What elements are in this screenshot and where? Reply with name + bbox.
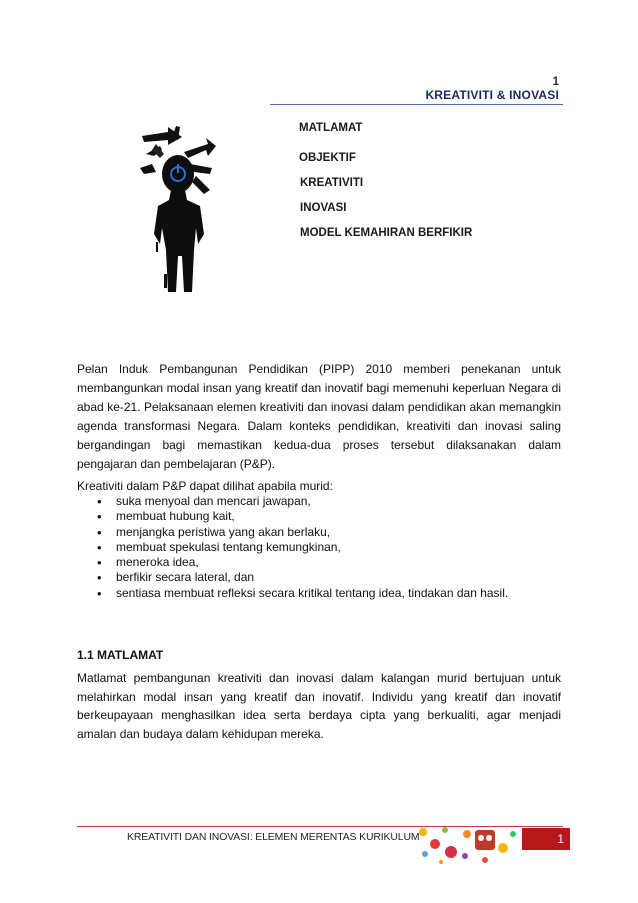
criteria-list bbox=[94, 494, 508, 601]
page-number-header: 1 bbox=[552, 76, 559, 88]
list-item: • menjangka peristiwa yang akan berlaku, bbox=[94, 525, 508, 540]
list-item: • meneroka idea, bbox=[94, 555, 508, 570]
list-item: • membuat hubung kait, bbox=[94, 509, 508, 524]
section-heading: 1.1 MATLAMAT bbox=[77, 648, 164, 662]
footer-title: KREATIVITI DAN INOVASI: ELEMEN MERENTAS KURIKULUM bbox=[127, 832, 420, 843]
list-lead: Kreativiti dalam P&P dapat dilihat apabila murid: bbox=[77, 479, 333, 493]
silhouette-head-arrows-power-icon bbox=[138, 124, 218, 292]
intro-paragraph: Pelan Induk Pembangunan Pendidikan (PIPP) 2010 memberi penekanan untuk membangunkan modal insan yang kreatif dan inovatif bagi memenuhi keperluan Negara di abad ke-21. Pelaksanaan elemen kreativiti dan inovasi dalam pendidikan akan memangkin agenda transformasi Negara. Dalam konteks pendidikan, kreativiti dan inovasi saling bergandingan bagi memastikan kedua-dua proses tersebut dilaksanakan dalam pengajaran dan pembelajaran (P&P). bbox=[77, 362, 561, 471]
contents-item: KREATIVITI bbox=[300, 177, 364, 189]
contents-item: MATLAMAT bbox=[299, 122, 363, 134]
list-item: • suka menyoal dan mencari jawapan, bbox=[94, 494, 508, 509]
footer-decoration-icon bbox=[415, 822, 523, 866]
list-item: • membuat spekulasi tentang kemungkinan, bbox=[94, 540, 508, 555]
header-rule bbox=[270, 104, 563, 105]
contents-item: MODEL KEMAHIRAN BERFIKIR bbox=[300, 227, 473, 239]
section-paragraph: Matlamat pembangunan kreativiti dan inovasi dalam kalangan murid bertujuan untuk melahirkan modal insan yang kreatif dan inovatif. Individu yang kreatif dan inovatif berkeupayaan menghasilkan idea serta berdaya cipta yang berkualiti, agar menjadi amalan dan budaya dalam kehidupan mereka. bbox=[77, 671, 561, 741]
list-item: • sentiasa membuat refleksi secara kritikal tentang idea, tindakan dan hasil. bbox=[94, 586, 508, 601]
chapter-title: KREATIVITI & INOVASI bbox=[425, 88, 559, 102]
list-item: • berfikir secara lateral, dan bbox=[94, 570, 508, 585]
contents-item: INOVASI bbox=[300, 202, 347, 214]
footer-page-number: 1 bbox=[522, 828, 570, 850]
contents-item: OBJEKTIF bbox=[299, 152, 356, 164]
